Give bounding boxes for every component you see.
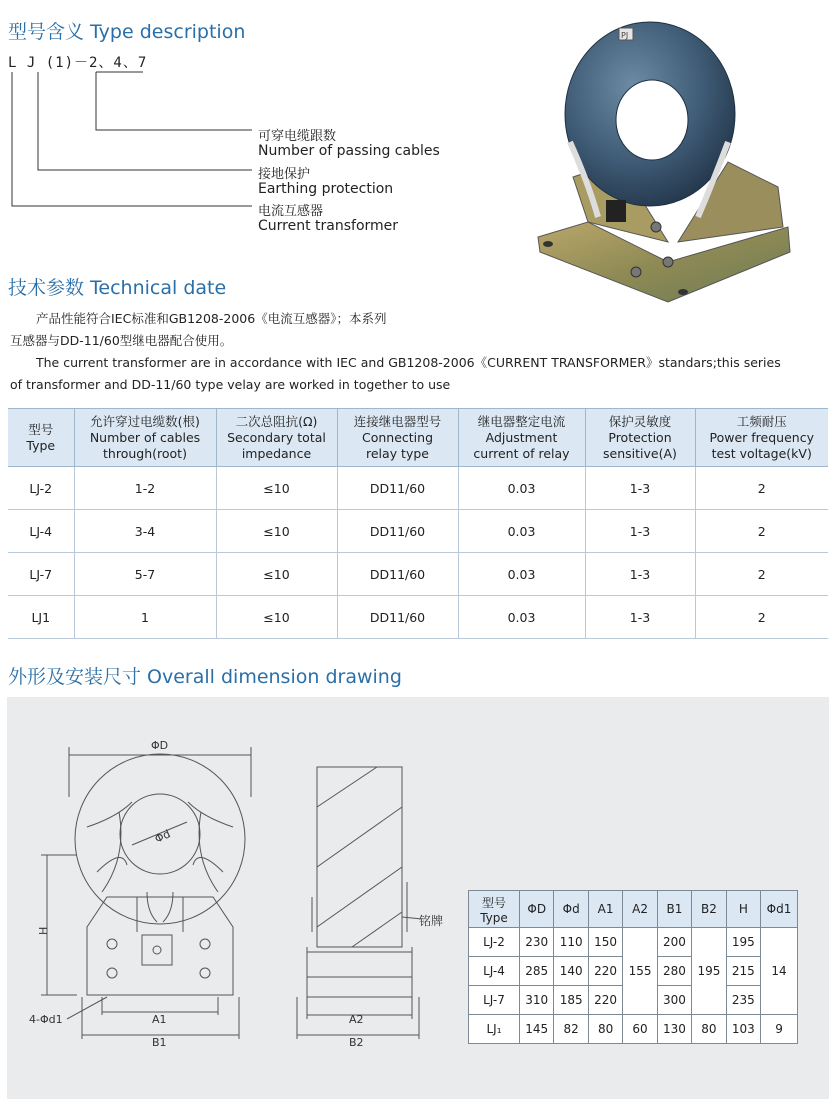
label-hole: 4-Φd1 (29, 1013, 63, 1026)
table-cell: ≤10 (216, 467, 337, 510)
spec-header: 工频耐压 Power frequency test voltage(kV) (695, 409, 828, 467)
dim-header: ΦD (520, 891, 554, 928)
table-cell: 80 (588, 1015, 622, 1044)
table-row (8, 510, 828, 553)
dim-header: Φd (554, 891, 588, 928)
dimension-drawing-title: 外形及安装尺寸 Overall dimension drawing (8, 666, 402, 688)
table-cell: 14 (761, 928, 798, 1015)
product-photo (528, 12, 803, 307)
dim-header: 型号 Type (469, 891, 520, 928)
table-cell: 1-3 (585, 596, 695, 639)
table-row (469, 928, 798, 957)
dim-header: H (726, 891, 760, 928)
photo-plate-label: PJ (621, 31, 629, 40)
table-cell: 150 (588, 928, 622, 957)
table-cell: 1-2 (74, 467, 216, 510)
label-B2: B2 (349, 1036, 364, 1049)
table-cell: 300 (657, 986, 691, 1015)
table-cell: 0.03 (458, 510, 585, 553)
type-description-title: 型号含义 Type description (8, 21, 246, 43)
table-cell: 2 (695, 596, 828, 639)
label-nameplate: 铭牌 (419, 914, 444, 928)
table-cell: 0.03 (458, 553, 585, 596)
table-row (8, 596, 828, 639)
table-cell: 1 (74, 596, 216, 639)
table-cell: 103 (726, 1015, 760, 1044)
table-cell: LJ1 (8, 596, 74, 639)
type-item-en: Current transformer (258, 218, 399, 234)
table-cell: 195 (726, 928, 760, 957)
type-item-en: Earthing protection (258, 181, 394, 197)
type-code-leader-lines (0, 60, 270, 220)
table-cell: 230 (520, 928, 554, 957)
table-cell: 110 (554, 928, 588, 957)
table-cell: 155 (623, 928, 657, 1015)
spec-header: 型号 Type (8, 409, 74, 467)
label-A2: A2 (349, 1013, 364, 1026)
table-cell: 82 (554, 1015, 588, 1044)
table-cell: 60 (623, 1015, 657, 1044)
table-cell: 310 (520, 986, 554, 1015)
table-cell: LJ-7 (8, 553, 74, 596)
table-cell: 145 (520, 1015, 554, 1044)
table-cell: LJ-2 (8, 467, 74, 510)
specification-table (8, 408, 828, 639)
technical-data-title: 技术参数 Technical date (8, 277, 227, 299)
table-cell: 220 (588, 986, 622, 1015)
spec-header: 允许穿过电缆数(根) Number of cables through(root) (74, 409, 216, 467)
type-item-cn: 电流互感器 (258, 204, 324, 219)
table-cell: DD11/60 (337, 510, 458, 553)
table-cell: 1-3 (585, 467, 695, 510)
table-cell: LJ₁ (469, 1015, 520, 1044)
type-item-cn: 接地保护 (258, 167, 311, 182)
table-cell: LJ-4 (8, 510, 74, 553)
label-phi-D: ΦD (151, 739, 169, 752)
type-item-cn: 可穿电缆跟数 (258, 129, 337, 144)
table-cell: 1-3 (585, 510, 695, 553)
table-cell: DD11/60 (337, 596, 458, 639)
dim-header: B1 (657, 891, 691, 928)
tech-para-cn-line1: 产品性能符合IEC标准和GB1208-2006《电流互感器》；本系列 (36, 311, 387, 326)
table-cell: 200 (657, 928, 691, 957)
table-row (8, 553, 828, 596)
table-cell: 130 (657, 1015, 691, 1044)
table-cell: DD11/60 (337, 553, 458, 596)
table-cell: 5-7 (74, 553, 216, 596)
label-B1: B1 (152, 1036, 167, 1049)
dim-header: A2 (623, 891, 657, 928)
table-cell: 280 (657, 957, 691, 986)
table-cell: 0.03 (458, 596, 585, 639)
spec-header: 保护灵敏度 Protection sensitive(A) (585, 409, 695, 467)
tech-para-en-line1: The current transformer are in accordance with IEC and GB1208-2006《CURRENT TRANSFORMER》standars;this series (36, 355, 781, 370)
dimension-drawing (7, 697, 467, 1099)
table-cell: LJ-7 (469, 986, 520, 1015)
spec-header: 继电器整定电流 Adjustment current of relay (458, 409, 585, 467)
table-cell: 2 (695, 553, 828, 596)
type-item-en: Number of passing cables (258, 143, 440, 159)
spec-header-row (8, 409, 828, 467)
table-cell: 80 (692, 1015, 726, 1044)
table-cell: ≤10 (216, 510, 337, 553)
dim-header: A1 (588, 891, 622, 928)
table-cell: 1-3 (585, 553, 695, 596)
table-cell: LJ-2 (469, 928, 520, 957)
table-cell: 140 (554, 957, 588, 986)
table-cell: 285 (520, 957, 554, 986)
table-cell: LJ-4 (469, 957, 520, 986)
dim-header: B2 (692, 891, 726, 928)
label-A1: A1 (152, 1013, 167, 1026)
spec-header: 连接继电器型号 Connecting relay type (337, 409, 458, 467)
table-cell: 215 (726, 957, 760, 986)
table-cell: 3-4 (74, 510, 216, 553)
label-phi-d: Φd (152, 827, 173, 846)
tech-para-cn-line2: 互感器与DD-11/60型继电器配合使用。 (10, 333, 233, 348)
type-code: L J (1)－2、4、7 (8, 55, 148, 71)
table-cell: 9 (761, 1015, 798, 1044)
table-cell: 2 (695, 467, 828, 510)
table-cell: 235 (726, 986, 760, 1015)
table-row (469, 1015, 798, 1044)
table-row (8, 467, 828, 510)
dimension-table (468, 890, 798, 1044)
label-H: H (37, 926, 50, 935)
table-cell: DD11/60 (337, 467, 458, 510)
dim-header-row (469, 891, 798, 928)
table-cell: 195 (692, 928, 726, 1015)
table-cell: 220 (588, 957, 622, 986)
table-cell: 2 (695, 510, 828, 553)
table-cell: 185 (554, 986, 588, 1015)
table-cell: 0.03 (458, 467, 585, 510)
spec-header: 二次总阻抗(Ω) Secondary total impedance (216, 409, 337, 467)
table-cell: ≤10 (216, 596, 337, 639)
dim-header: Φd1 (761, 891, 798, 928)
table-cell: ≤10 (216, 553, 337, 596)
tech-para-en-line2: of transformer and DD-11/60 type velay are worked in together to use (10, 377, 451, 392)
